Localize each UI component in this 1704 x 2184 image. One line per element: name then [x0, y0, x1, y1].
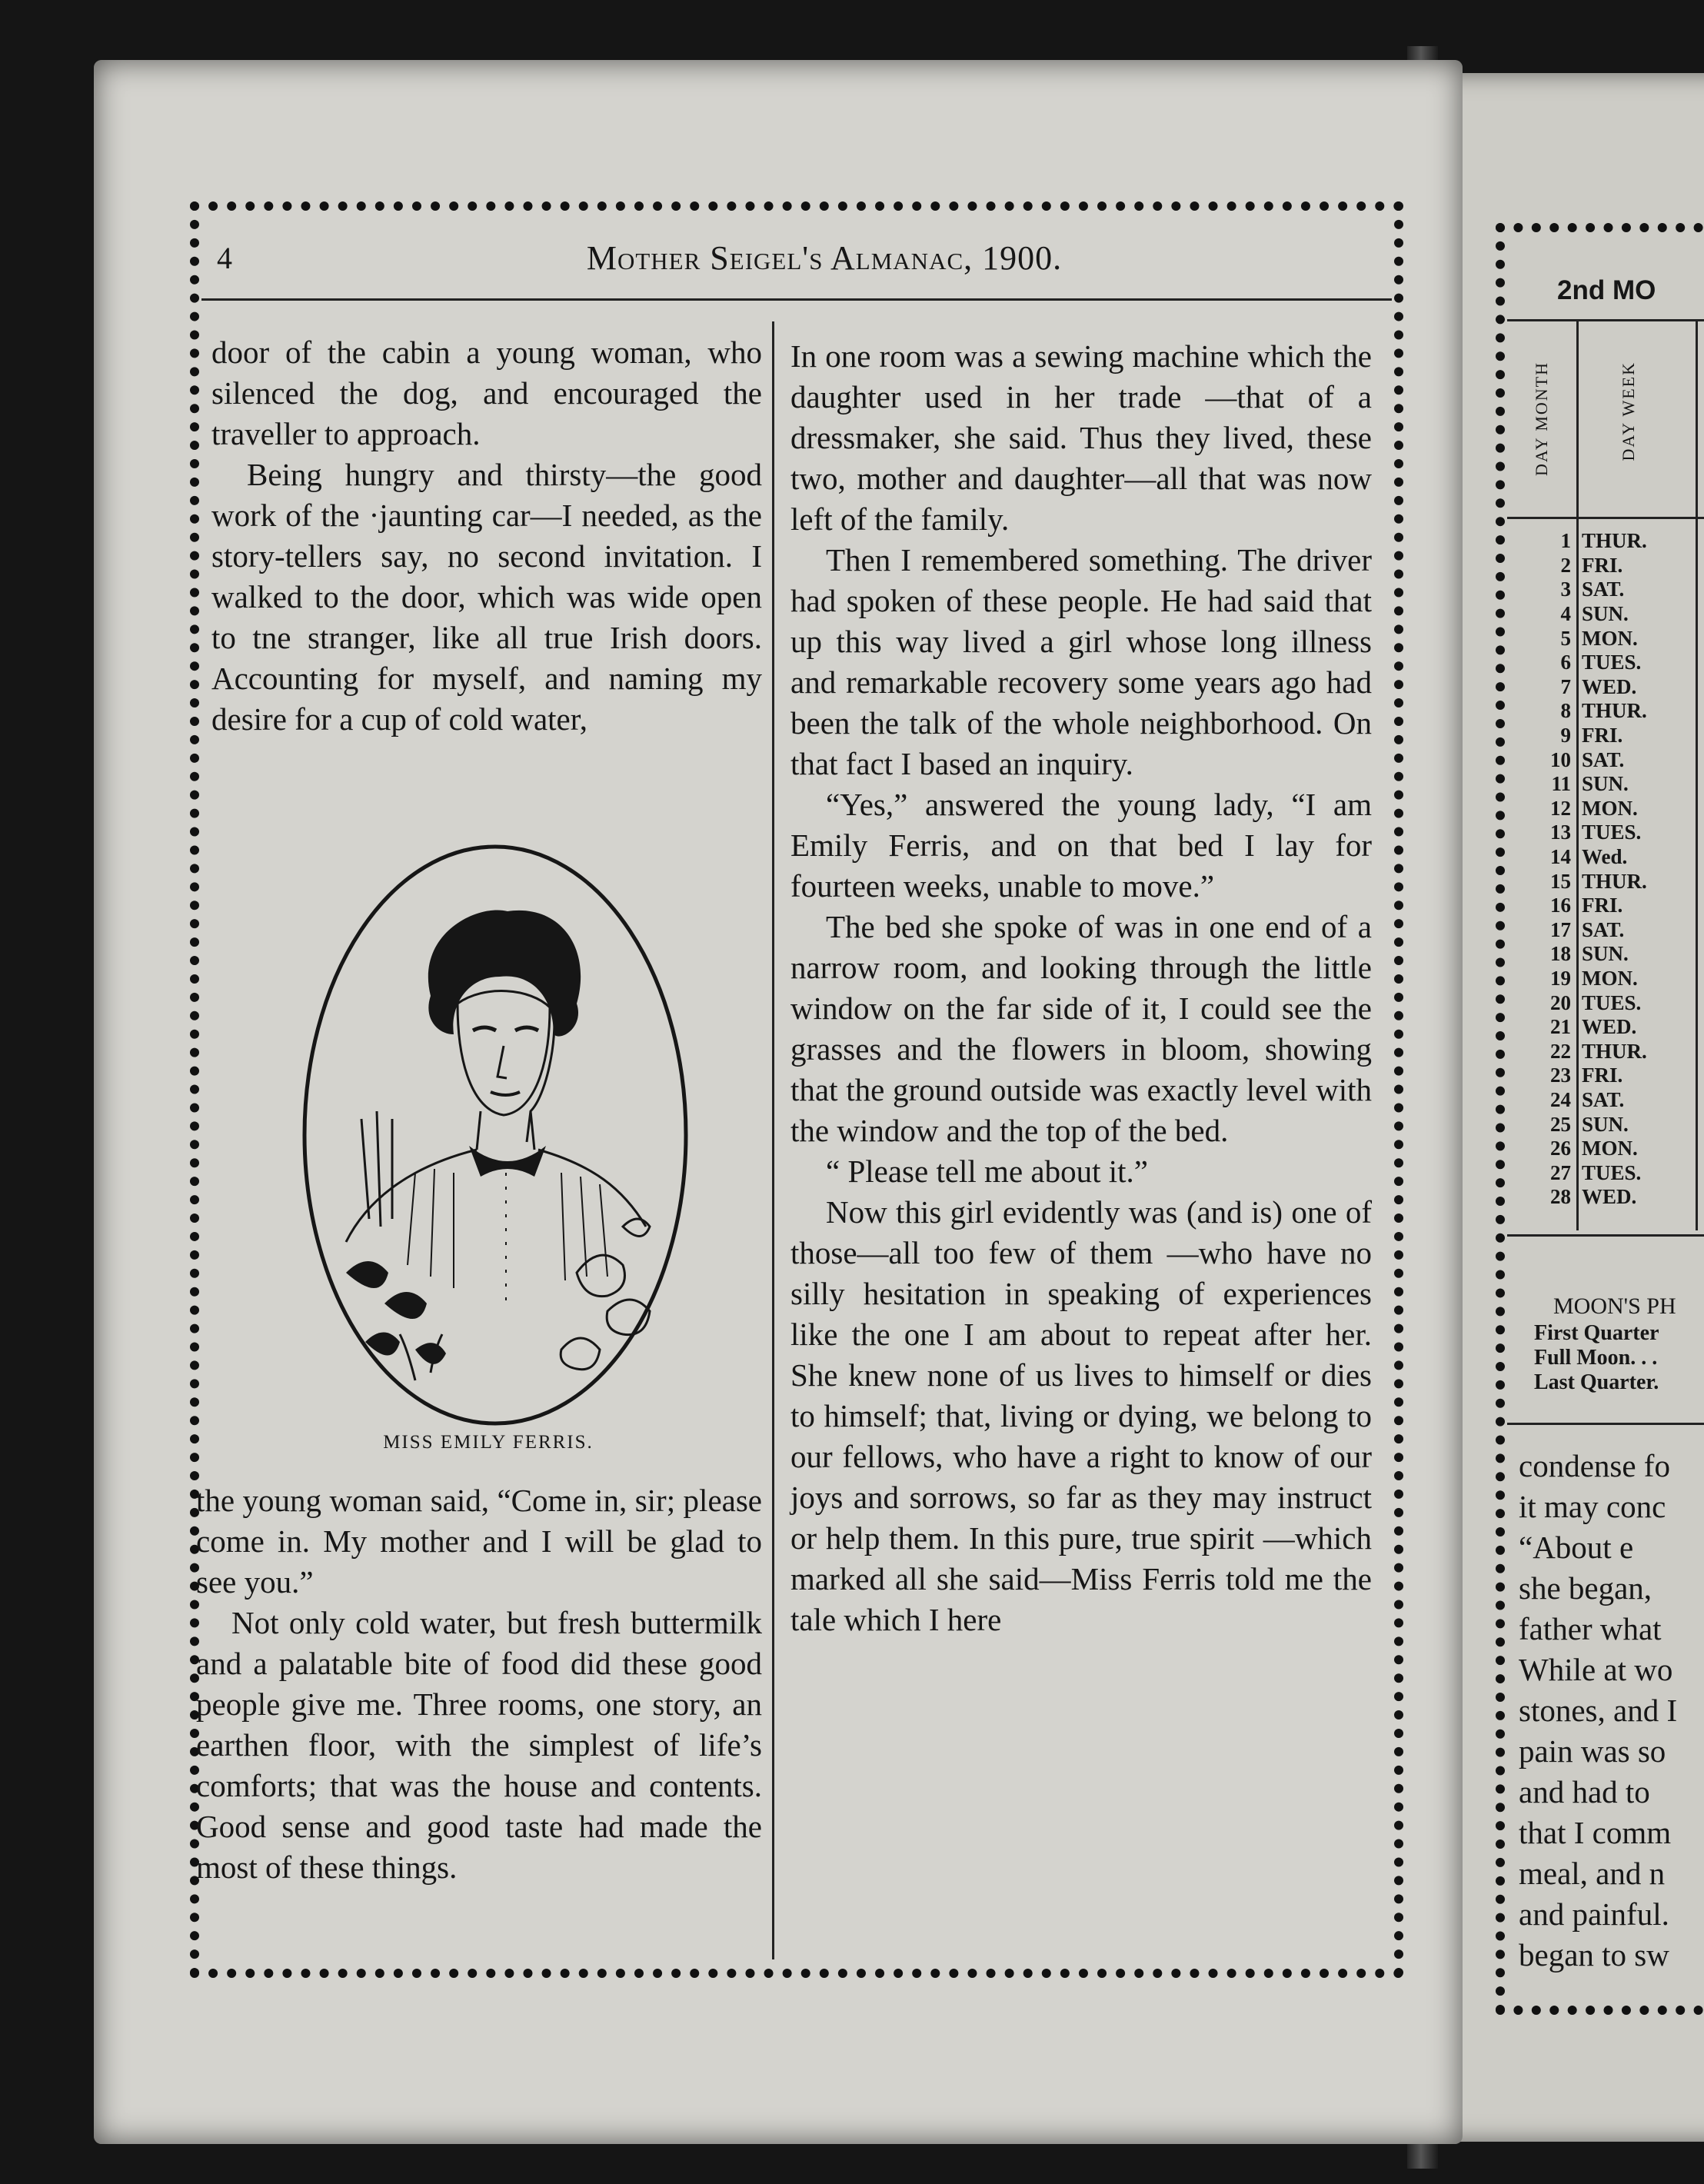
page-number: 4	[217, 240, 233, 275]
calendar-row	[1526, 797, 1704, 821]
portrait-caption: MISS EMILY FERRIS.	[383, 1432, 594, 1453]
header-rule	[201, 298, 1392, 301]
calendar-weekday: FRI.	[1582, 894, 1623, 917]
calendar-weekday: SAT.	[1582, 1087, 1625, 1111]
calendar-weekday: FRI.	[1582, 553, 1623, 577]
text-line: stones, and I	[1519, 1693, 1678, 1728]
calendar-weekday: THUR.	[1582, 699, 1647, 723]
calendar-row	[1526, 990, 1704, 1015]
calendar-row	[1526, 554, 1704, 578]
calendar-row	[1526, 651, 1704, 675]
paragraph: Now this girl evidently was (and is) one of those—all too few of them —who have no silly hesitation in speaking of experiences like the one I am about to repeat after her. She knew none of us lives to himself or dies to himself; that, living or dying, we belong to our fellows, who have a right to know of our joys and sorrows, so far as they may instruct or help them. In this pure, true spirit —which marked all she said—Miss Ferris told me the tale which I here	[790, 1194, 1372, 1637]
paragraph: Not only cold water, but fresh buttermilk and a palatable bite of food did these good people give me. Three rooms, one story, an earthen floor, with the simplest of life’s comforts; that was the house and contents. Good sense and good taste had made the most of these things.	[196, 1605, 762, 1885]
calendar-row	[1526, 1185, 1704, 1210]
calendar-weekday: WED.	[1582, 674, 1637, 698]
text-line: and painful.	[1519, 1896, 1669, 1932]
calendar-row	[1526, 1137, 1704, 1161]
calendar-row	[1526, 869, 1704, 894]
calendar-weekday: MON.	[1582, 626, 1638, 650]
calendar-weekday: THUR.	[1582, 529, 1647, 553]
calendar-weekday: SAT.	[1582, 747, 1625, 771]
right-column	[790, 336, 1372, 1640]
calendar-day-number: 10	[1550, 747, 1571, 771]
calendar-weekday: WED.	[1582, 1015, 1637, 1039]
calendar-weekday: TUES.	[1582, 1160, 1642, 1184]
moon-phases-list	[1534, 1321, 1659, 1395]
moon-phase: Last Quarter.	[1534, 1370, 1659, 1394]
calendar-weekday: MON.	[1582, 1137, 1638, 1160]
text-line: she began,	[1519, 1570, 1652, 1606]
moon-phases-title: MOON'S PH	[1553, 1293, 1676, 1319]
portrait-illustration	[300, 842, 691, 1428]
calendar-row	[1526, 747, 1704, 772]
calendar-row	[1526, 1160, 1704, 1185]
calendar-weekday: FRI.	[1582, 1064, 1623, 1087]
calendar-day-number: 4	[1560, 602, 1571, 626]
calendar-weekday: SUN.	[1582, 772, 1629, 796]
calendar-row	[1526, 699, 1704, 724]
text-line: condense fo	[1519, 1448, 1670, 1483]
calendar-row	[1526, 675, 1704, 700]
calendar-rule	[1507, 517, 1704, 519]
next-page-text	[1519, 1446, 1704, 1976]
paragraph: the young woman said, “Come in, sir; please come in. My mother and I will be glad to see you.”	[196, 1483, 762, 1600]
calendar-weekday: WED.	[1582, 1185, 1637, 1209]
calendar-day-number: 24	[1550, 1087, 1571, 1111]
calendar-weekday: TUES.	[1582, 990, 1642, 1014]
calendar-row	[1526, 942, 1704, 967]
calendar-day-number: 9	[1560, 724, 1571, 747]
calendar-day-number: 3	[1560, 578, 1571, 601]
calendar-rule	[1507, 1234, 1704, 1237]
calendar-day-number: 2	[1560, 553, 1571, 577]
calendar-day-number: 18	[1550, 942, 1571, 966]
calendar-row	[1526, 1039, 1704, 1064]
calendar-row	[1526, 1015, 1704, 1040]
calendar-weekday: FRI.	[1582, 724, 1623, 747]
calendar-weekday: THUR.	[1582, 1039, 1647, 1063]
calendar-day-number: 21	[1550, 1015, 1571, 1039]
calendar-day-number: 27	[1550, 1160, 1571, 1184]
left-column-top	[211, 332, 762, 740]
calendar-weekday: TUES.	[1582, 651, 1642, 674]
text-line: began to sw	[1519, 1937, 1669, 1973]
text-line: it may conc	[1519, 1489, 1666, 1524]
calendar-day-number: 19	[1550, 966, 1571, 990]
calendar-day-number: 11	[1551, 772, 1571, 796]
calendar-row	[1526, 918, 1704, 943]
text-line: and had to	[1519, 1774, 1650, 1809]
calendar-row	[1526, 894, 1704, 918]
paragraph: In one room was a sewing machine which the daughter used in her trade —that of a dressmaker, she said. Thus they lived, these two, mother and daughter—all that was now left of the family.	[790, 338, 1372, 537]
calendar-day-number: 8	[1560, 699, 1571, 723]
paragraph: Being hungry and thirsty—the good work of the ·jaunting car—I needed, as the story-tellers say, no second invitation. I walked to the door, which was wide open to tne stranger, like all true Irish doors. Accounting for myself, and naming my desire for a cup of cold water,	[211, 457, 762, 737]
text-line: pain was so	[1519, 1733, 1666, 1769]
calendar-weekday: MON.	[1582, 966, 1638, 990]
page-header	[217, 231, 1370, 285]
text-line: While at wo	[1519, 1652, 1673, 1687]
calendar-weekday: SUN.	[1582, 1112, 1629, 1136]
calendar-row	[1526, 772, 1704, 797]
calendar-day-number: 7	[1560, 674, 1571, 698]
calendar-day-number: 15	[1550, 869, 1571, 893]
calendar-weekday: SUN.	[1582, 942, 1629, 966]
paragraph: door of the cabin a young woman, who silenced the dog, and encouraged the traveller to approach.	[211, 335, 762, 451]
calendar-weekday: MON.	[1582, 796, 1638, 820]
calendar-day-number: 20	[1550, 990, 1571, 1014]
moon-phase: Full Moon. . .	[1534, 1346, 1658, 1370]
calendar-weekday: THUR.	[1582, 869, 1647, 893]
calendar-row	[1526, 845, 1704, 870]
calendar-row	[1526, 1088, 1704, 1113]
paragraph: “ Please tell me about it.”	[826, 1154, 1148, 1189]
calendar-title: 2nd MO	[1557, 275, 1656, 305]
calendar-rule	[1507, 1423, 1704, 1425]
calendar-day-number: 14	[1550, 845, 1571, 869]
text-line: that I comm	[1519, 1815, 1672, 1850]
text-line: father what	[1519, 1611, 1662, 1646]
calendar-day-number: 17	[1550, 917, 1571, 941]
calendar-row	[1526, 626, 1704, 651]
calendar-day-number: 25	[1550, 1112, 1571, 1136]
calendar-rows	[1526, 529, 1704, 1210]
paragraph: Then I remembered something. The driver had spoken of these people. He had said that up this way lived a girl whose long illness and remarkable recovery some years ago had been the talk of the whole neighborhood. On that fact I based an inquiry.	[790, 542, 1372, 781]
calendar-header-day-month: DAY MONTH	[1532, 361, 1551, 476]
calendar-row	[1526, 1112, 1704, 1137]
calendar-row	[1526, 967, 1704, 991]
text-line: meal, and n	[1519, 1856, 1666, 1891]
calendar-header-day-week: DAY WEEK	[1619, 361, 1638, 461]
calendar-row	[1526, 602, 1704, 627]
calendar-weekday: SUN.	[1582, 602, 1629, 626]
calendar-row	[1526, 821, 1704, 845]
calendar-day-number: 6	[1560, 651, 1571, 674]
calendar-day-number: 26	[1550, 1137, 1571, 1160]
moon-phase: First Quarter	[1534, 1321, 1659, 1345]
paragraph: The bed she spoke of was in one end of a narrow room, and looking through the little window on the far side of it, I could see the grasses and the flowers in bloom, showing that the ground outside was exactly level with the window and the top of the bed.	[790, 909, 1372, 1148]
calendar-row	[1526, 724, 1704, 748]
calendar-row	[1526, 578, 1704, 602]
calendar-row	[1526, 529, 1704, 554]
calendar-rule	[1507, 319, 1704, 321]
calendar-day-number: 16	[1550, 894, 1571, 917]
calendar-day-number: 5	[1560, 626, 1571, 650]
text-line: “About e	[1519, 1530, 1634, 1565]
calendar-day-number: 23	[1550, 1064, 1571, 1087]
calendar-weekday: Wed.	[1582, 845, 1628, 869]
calendar-row	[1526, 1064, 1704, 1088]
calendar-weekday: SAT.	[1582, 578, 1625, 601]
calendar-day-number: 28	[1550, 1185, 1571, 1209]
calendar-day-number: 1	[1560, 529, 1571, 553]
calendar-day-number: 22	[1550, 1039, 1571, 1063]
left-column-bottom	[196, 1480, 762, 1888]
calendar-weekday: SAT.	[1582, 917, 1625, 941]
calendar-weekday: TUES.	[1582, 821, 1642, 844]
running-title: Mother Seigel's Almanac, 1900.	[586, 238, 1063, 277]
paragraph: “Yes,” answered the young lady, “I am Emily Ferris, and on that bed I lay for fourteen weeks, unable to move.”	[790, 787, 1372, 904]
calendar-day-number: 12	[1550, 796, 1571, 820]
calendar-day-number: 13	[1550, 821, 1571, 844]
column-separator	[772, 321, 774, 1959]
